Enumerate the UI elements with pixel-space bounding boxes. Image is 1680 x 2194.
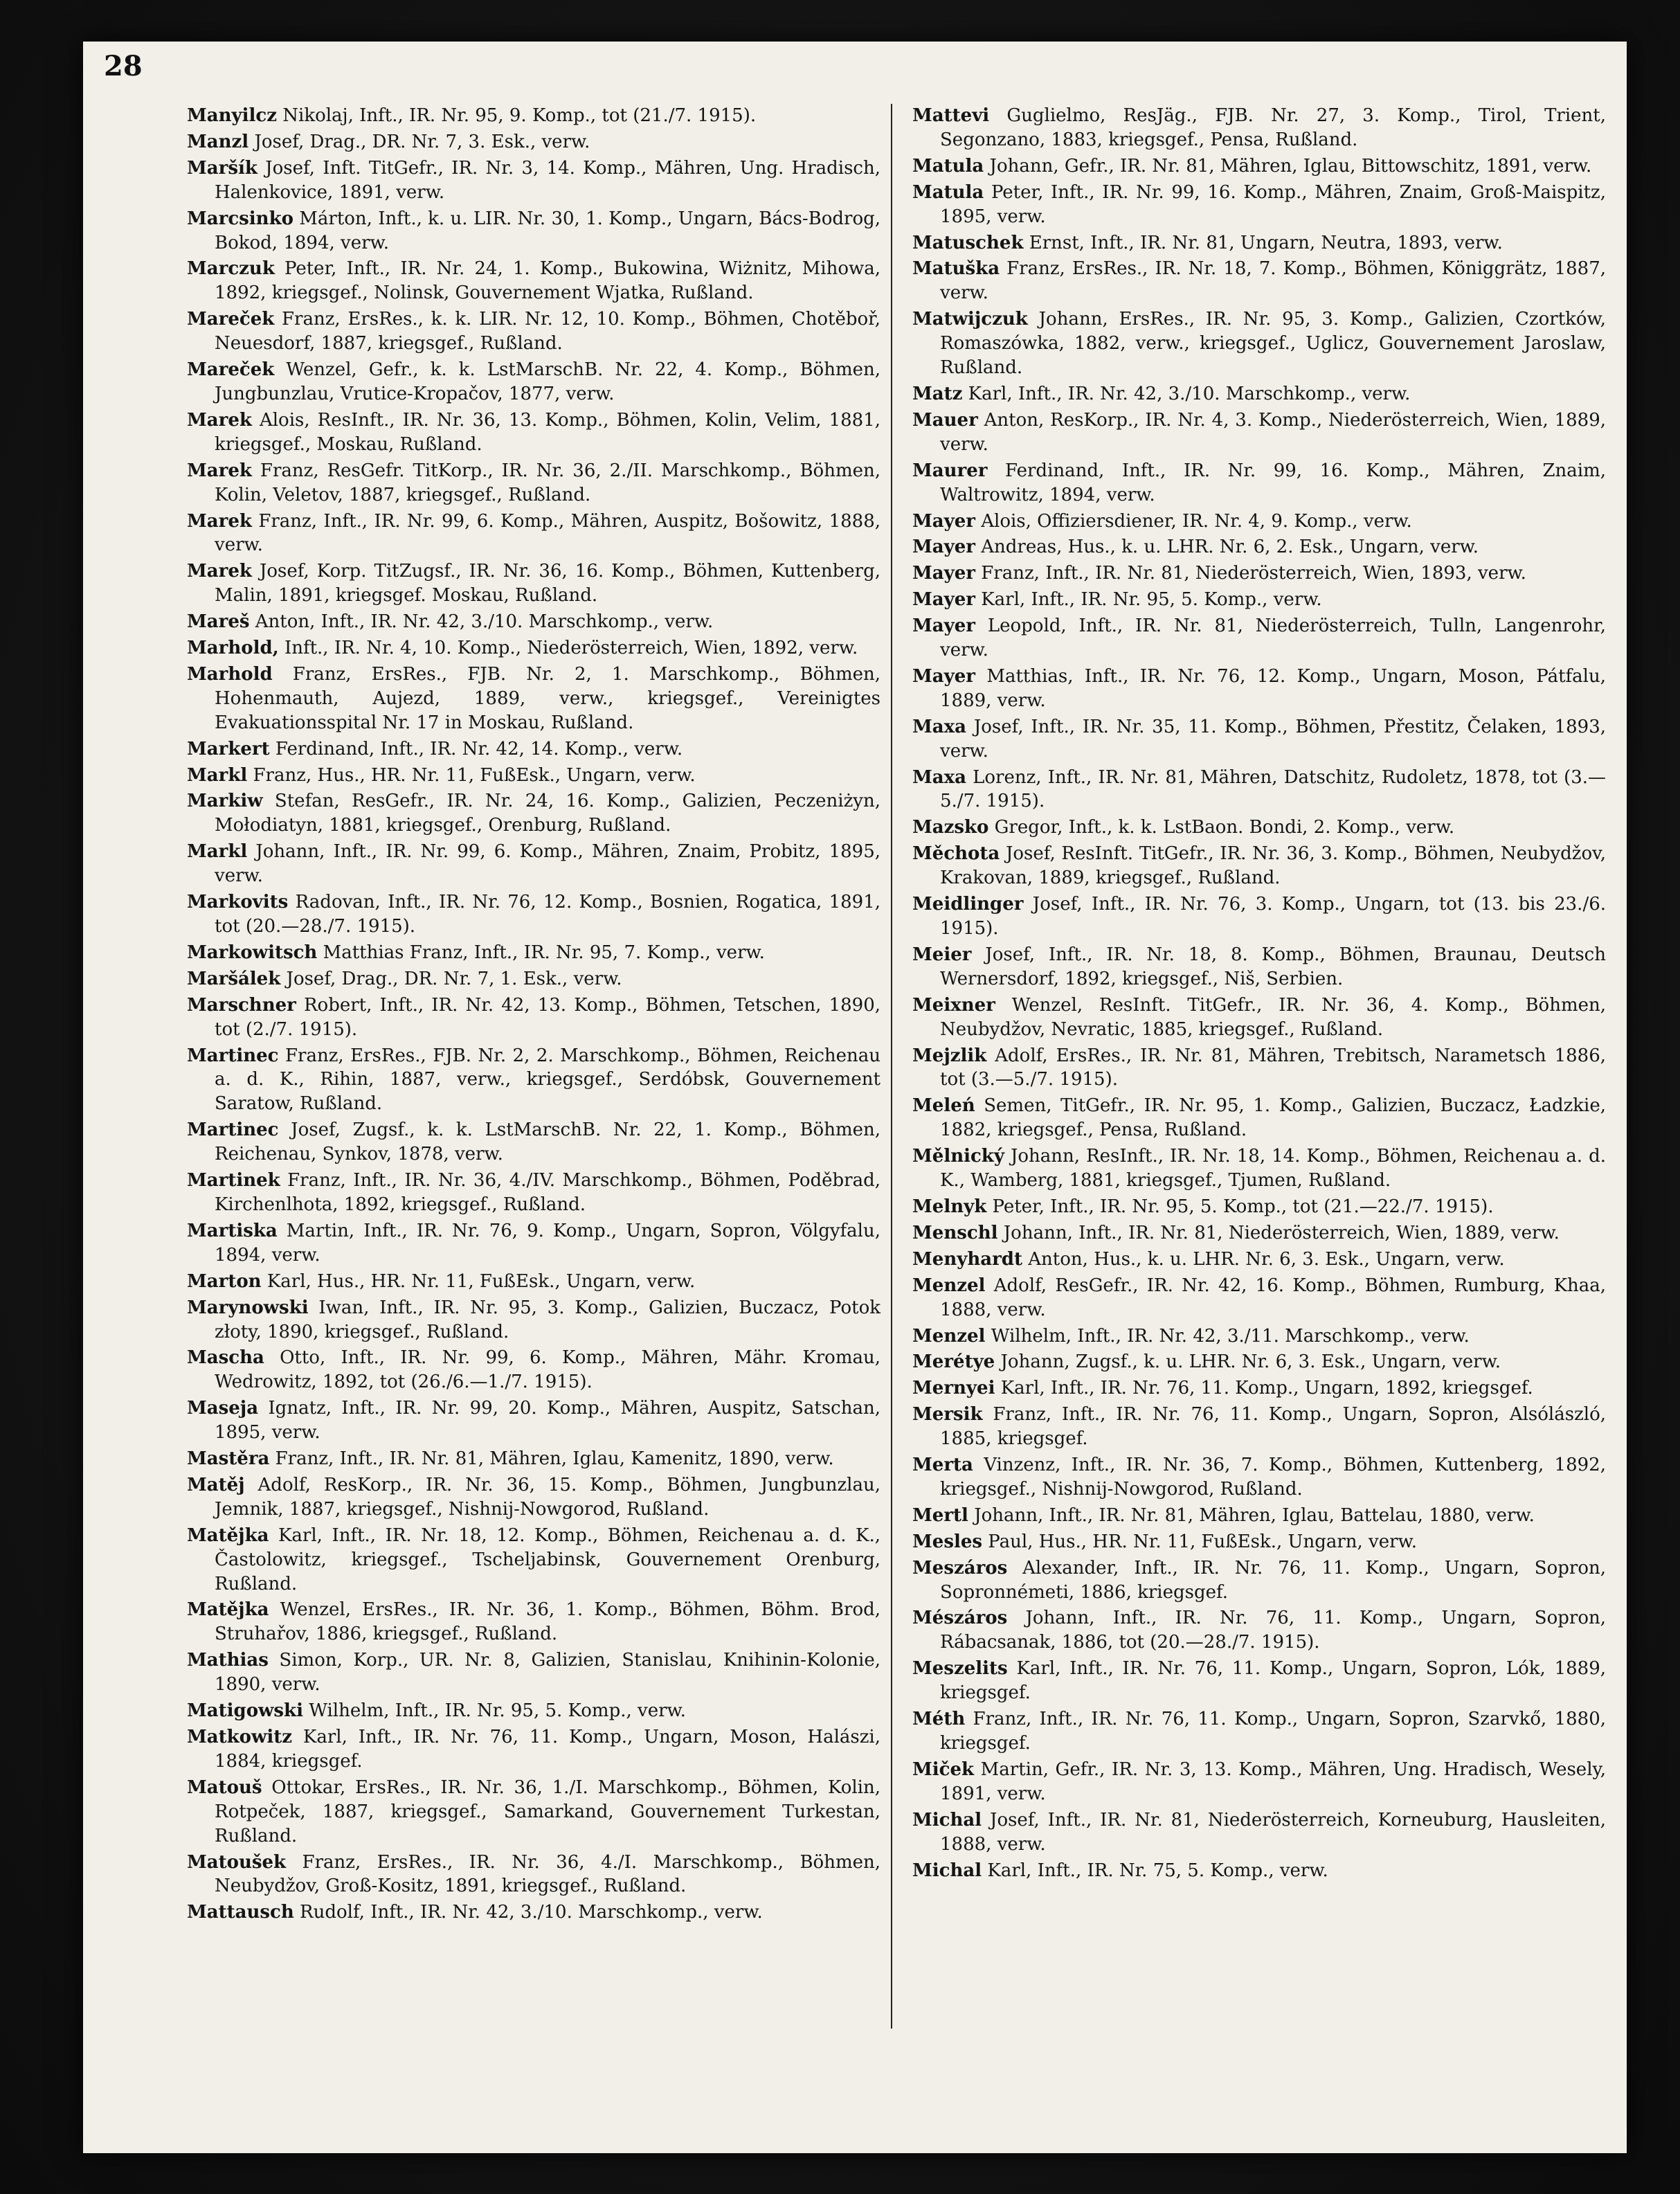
- casualty-entry: [187, 408, 880, 457]
- entry-details: Ferdinand, Inft., IR. Nr. 99, 16. Komp., Mähren, Znaim, Waltrowitz, 1894, verw.: [940, 460, 1606, 505]
- casualty-entry: [912, 1657, 1606, 1705]
- entry-surname: Markl: [187, 841, 248, 863]
- casualty-entry: [912, 104, 1606, 152]
- casualty-entry: [187, 1447, 880, 1471]
- entry-surname: Markert: [187, 738, 270, 759]
- entry-surname: Meidlinger: [912, 894, 1024, 915]
- casualty-entry: [187, 104, 880, 128]
- casualty-entry: [912, 665, 1606, 713]
- entry-details: Wilhelm, Inft., IR. Nr. 42, 3./11. Marschkomp., verw.: [991, 1325, 1470, 1347]
- casualty-entry: [912, 1248, 1606, 1272]
- casualty-entry: [912, 181, 1606, 229]
- entry-surname: Mészáros: [912, 1608, 1008, 1629]
- entry-surname: Melnyk: [912, 1196, 987, 1217]
- entry-surname: Mazsko: [912, 817, 989, 838]
- entry-details: Simon, Korp., UR. Nr. 8, Galizien, Stanislau, Knihinin-Kolonie, 1890, verw.: [215, 1650, 881, 1696]
- entry-details: Radovan, Inft., IR. Nr. 76, 12. Komp., Bosnien, Rogatica, 1891, tot (20.—28./7. 1915).: [215, 892, 881, 937]
- casualty-entry: [912, 1221, 1606, 1246]
- casualty-entry: [187, 510, 880, 558]
- entry-details: Paul, Hus., HR. Nr. 11, FußEsk., Ungarn, verw.: [988, 1531, 1417, 1552]
- casualty-entry: [912, 1606, 1606, 1655]
- entry-surname: Markowitsch: [187, 942, 318, 963]
- entry-surname: Mersik: [912, 1404, 983, 1426]
- entry-surname: Miček: [912, 1759, 975, 1780]
- entry-surname: Martinec: [187, 1120, 279, 1141]
- entry-surname: Marek: [187, 409, 252, 431]
- casualty-entry: [187, 358, 880, 406]
- casualty-entry: [187, 1396, 880, 1445]
- entry-surname: Merétye: [912, 1351, 995, 1373]
- entry-details: Ottokar, ErsRes., IR. Nr. 36, 1./I. Marschkomp., Böhmen, Kolin, Rotpeček, 1887, kriegsgef., Samarkand, Gouvernement Turkestan, Rußland.: [215, 1777, 881, 1846]
- entry-surname: Meier: [912, 944, 972, 965]
- entry-details: Johann, ErsRes., IR. Nr. 95, 3. Komp., Galizien, Czortków, Romaszówka, 1882, verw., kriegsgef., Uglicz, Gouvernement Jaroslaw, Rußland.: [940, 309, 1606, 379]
- casualty-entry: [187, 1699, 880, 1723]
- entry-details: Karl, Inft., IR. Nr. 76, 11. Komp., Ungarn, 1892, kriegsgef.: [1000, 1378, 1533, 1399]
- entry-surname: Marczuk: [187, 258, 275, 280]
- entry-details: Johann, Inft., IR. Nr. 81, Mähren, Iglau, Battelau, 1880, verw.: [974, 1504, 1535, 1526]
- entry-surname: Matoušek: [187, 1851, 287, 1873]
- casualty-entry: [912, 1808, 1606, 1857]
- entry-surname: Mareček: [187, 359, 275, 381]
- casualty-entry: [187, 1900, 880, 1925]
- entry-details: Adolf, ErsRes., IR. Nr. 81, Mähren, Trebitsch, Narametsch 1886, tot (3.—5./7. 1915).: [940, 1045, 1606, 1090]
- casualty-entry: [912, 588, 1606, 612]
- entry-details: Ignatz, Inft., IR. Nr. 99, 20. Komp., Mähren, Auspitz, Satschan, 1895, verw.: [215, 1398, 881, 1444]
- entry-details: Matthias Franz, Inft., IR. Nr. 95, 7. Komp., verw.: [323, 942, 765, 963]
- entry-details: Alexander, Inft., IR. Nr. 76, 11. Komp., Ungarn, Sopron, Sopronnémeti, 1886, kriegsgef.: [940, 1557, 1607, 1603]
- casualty-entry: [187, 1346, 880, 1394]
- entry-details: Josef, ResInft. TitGefr., IR. Nr. 36, 3. Komp., Böhmen, Neubydžov, Krakovan, 1889, kriegsgef., Rußland.: [940, 843, 1607, 889]
- entry-details: Franz, ErsRes., k. k. LIR. Nr. 12, 10. Komp., Böhmen, Chotěboř, Neuesdorf, 1887, kriegsgef., Rußland.: [215, 309, 881, 354]
- casualty-entry: [912, 382, 1606, 406]
- entry-surname: Matula: [912, 155, 984, 177]
- entry-details: Karl, Inft., IR. Nr. 95, 5. Komp., verw.: [981, 589, 1322, 611]
- casualty-entry: [187, 1296, 880, 1345]
- entry-surname: Maxa: [912, 766, 966, 788]
- casualty-entry: [912, 1144, 1606, 1193]
- casualty-entry: [187, 663, 880, 735]
- casualty-entry: [187, 764, 880, 788]
- casualty-entry: [187, 941, 880, 965]
- entry-surname: Mastěra: [187, 1448, 270, 1470]
- entry-details: Franz, ErsRes., IR. Nr. 18, 7. Komp., Böhmen, Königgrätz, 1887, verw.: [940, 258, 1606, 304]
- entry-details: Ernst, Inft., IR. Nr. 81, Ungarn, Neutra, 1893, verw.: [1029, 232, 1503, 253]
- entry-details: Peter, Inft., IR. Nr. 24, 1. Komp., Bukowina, Wiżnitz, Mihowa, 1892, kriegsgef., Nolinsk, Gouvernement Wjatka, Rußland.: [215, 258, 880, 304]
- casualty-entry: [187, 840, 880, 888]
- casualty-entry: [912, 1324, 1606, 1349]
- casualty-entry: [912, 1707, 1606, 1756]
- entry-details: Martin, Gefr., IR. Nr. 3, 13. Komp., Mähren, Ung. Hradisch, Wesely, 1891, verw.: [940, 1759, 1607, 1804]
- entry-surname: Marek: [187, 460, 252, 481]
- entry-details: Wenzel, ErsRes., IR. Nr. 36, 1. Komp., Böhmen, Böhm. Brod, Struhařov, 1886, kriegsgef., Rußland.: [215, 1599, 881, 1645]
- entry-surname: Maršálek: [187, 968, 281, 989]
- entry-surname: Marcsinko: [187, 208, 293, 229]
- entry-surname: Mauer: [912, 409, 978, 431]
- entry-surname: Mejzlik: [912, 1045, 987, 1066]
- entry-surname: Marschner: [187, 994, 296, 1016]
- entry-surname: Maurer: [912, 460, 988, 481]
- casualty-entry: [187, 1169, 880, 1217]
- casualty-entry: [912, 1403, 1606, 1451]
- entry-surname: Matula: [912, 181, 984, 203]
- entry-details: Johann, ResInft., IR. Nr. 18, 14. Komp., Böhmen, Reichenau a. d. K., Wamberg, 1881, kriegsgef., Tjumen, Rußland.: [940, 1146, 1606, 1192]
- entry-surname: Mayer: [912, 537, 975, 558]
- entry-surname: Michal: [912, 1809, 982, 1831]
- entry-surname: Matějka: [187, 1599, 269, 1621]
- entry-surname: Mareš: [187, 611, 250, 633]
- entry-surname: Markovits: [187, 892, 289, 913]
- casualty-entry: [912, 892, 1606, 941]
- entry-details: Lorenz, Inft., IR. Nr. 81, Mähren, Datschitz, Rudoletz, 1878, tot (3.—5./7. 1915).: [940, 766, 1607, 812]
- casualty-entry: [912, 408, 1606, 457]
- entry-surname: Mayer: [912, 589, 975, 611]
- entry-details: Stefan, ResGefr., IR. Nr. 24, 16. Komp., Galizien, Peczeniżyn, Mołodiatyn, 1881, kriegsgef., Orenburg, Rußland.: [215, 791, 880, 836]
- casualty-entry: [912, 1044, 1606, 1092]
- entry-surname: Marhold,: [187, 638, 279, 659]
- entry-details: Johann, Inft., IR. Nr. 81, Niederösterreich, Wien, 1889, verw.: [1003, 1222, 1560, 1243]
- entry-surname: Manzl: [187, 131, 249, 152]
- casualty-entry: [912, 842, 1606, 890]
- entry-surname: Maršík: [187, 157, 258, 179]
- entry-details: Márton, Inft., k. u. LIR. Nr. 30, 1. Komp., Ungarn, Bács-Bodrog, Bokod, 1894, verw.: [215, 208, 881, 253]
- entry-surname: Marek: [187, 561, 252, 582]
- casualty-entry: [187, 610, 880, 634]
- casualty-entry: [912, 1453, 1606, 1502]
- casualty-entry: [912, 1195, 1606, 1219]
- entry-details: Karl, Inft., IR. Nr. 76, 11. Komp., Ungarn, Sopron, Lók, 1889, kriegsgef.: [940, 1658, 1607, 1704]
- entry-surname: Mayer: [912, 615, 975, 637]
- entry-details: Iwan, Inft., IR. Nr. 95, 3. Komp., Galizien, Buczacz, Potok złoty, 1890, kriegsgef., Rußland.: [215, 1297, 880, 1342]
- entry-details: Josef, Drag., DR. Nr. 7, 1. Esk., verw.: [286, 968, 622, 989]
- casualty-entry: [187, 1524, 880, 1597]
- entry-details: Semen, TitGefr., IR. Nr. 95, 1. Komp., Galizien, Buczacz, Ładzkie, 1882, kriegsgef., Pensa, Rußland.: [940, 1095, 1607, 1141]
- entry-surname: Mattevi: [912, 105, 990, 126]
- entry-surname: Matouš: [187, 1777, 262, 1798]
- entry-details: Vinzenz, Inft., IR. Nr. 36, 7. Komp., Böhmen, Kuttenberg, 1892, kriegsgef., Nishnij-Nowgorod, Rußland.: [940, 1455, 1606, 1500]
- casualty-entry: [187, 1598, 880, 1646]
- entry-surname: Měchota: [912, 843, 1000, 865]
- entry-surname: Markl: [187, 764, 248, 786]
- entry-surname: Markiw: [187, 791, 263, 812]
- entry-surname: Menzel: [912, 1275, 986, 1296]
- entry-details: Franz, Inft., IR. Nr. 36, 4./IV. Marschkomp., Böhmen, Poděbrad, Kirchenlhota, 1892, kriegsgef., Rußland.: [215, 1170, 880, 1215]
- entry-details: Nikolaj, Inft., IR. Nr. 95, 9. Komp., tot (21./7. 1915).: [282, 105, 757, 126]
- entry-surname: Meszáros: [912, 1557, 1008, 1579]
- entry-details: Franz, ErsRes., FJB. Nr. 2, 2. Marschkomp., Böhmen, Reichenau a. d. K., Rihin, 1887, verw., kriegsgef., Serdóbsk, Gouvernement Saratow, Rußland.: [215, 1045, 881, 1115]
- casualty-entry: [912, 561, 1606, 586]
- entry-details: Anton, Inft., IR. Nr. 42, 3./10. Marschkomp., verw.: [255, 611, 714, 633]
- entry-surname: Matwijczuk: [912, 309, 1028, 330]
- entry-details: Karl, Inft., IR. Nr. 76, 11. Komp., Ungarn, Moson, Halászi, 1884, kriegsgef.: [215, 1727, 881, 1772]
- entry-details: Alois, ResInft., IR. Nr. 36, 13. Komp., Böhmen, Kolin, Velim, 1881, kriegsgef., Moskau, Rußland.: [215, 409, 881, 455]
- entry-surname: Matuška: [912, 258, 1000, 280]
- entry-surname: Mayer: [912, 665, 975, 687]
- casualty-entry: [187, 1270, 880, 1294]
- casualty-entry: [912, 766, 1606, 814]
- entry-details: Josef, Drag., DR. Nr. 7, 3. Esk., verw.: [254, 131, 590, 152]
- entry-details: Inft., IR. Nr. 4, 10. Komp., Niederösterreich, Wien, 1892, verw.: [284, 638, 858, 659]
- casualty-entry: [187, 967, 880, 991]
- entry-details: Peter, Inft., IR. Nr. 95, 5. Komp., tot (21.—22./7. 1915).: [992, 1196, 1494, 1217]
- entry-details: Franz, ErsRes., FJB. Nr. 2, 1. Marschkomp., Böhmen, Hohenmauth, Aujezd, 1889, verw., kriegsgef., Vereinigtes Evakuationsspital Nr. 17 in Moskau, Rußland.: [215, 663, 880, 733]
- entry-details: Adolf, ResKorp., IR. Nr. 36, 15. Komp., Böhmen, Jungbunzlau, Jemnik, 1887, kriegsgef., Nishnij-Nowgorod, Rußland.: [215, 1474, 881, 1520]
- entry-details: Franz, ErsRes., IR. Nr. 36, 4./I. Marschkomp., Böhmen, Neubydžov, Groß-Kositz, 1891, kriegsgef., Rußland.: [215, 1851, 881, 1897]
- entry-surname: Marek: [187, 510, 252, 532]
- casualty-entry: [187, 636, 880, 660]
- casualty-entry: [187, 459, 880, 507]
- entry-details: Josef, Zugsf., k. k. LstMarschB. Nr. 22, 1. Komp., Böhmen, Reichenau, Synkov, 1878, verw.: [215, 1120, 881, 1165]
- casualty-entry: [187, 1851, 880, 1899]
- entry-surname: Mertl: [912, 1504, 968, 1526]
- casualty-entry: [912, 459, 1606, 507]
- entry-details: Karl, Hus., HR. Nr. 11, FußEsk., Ungarn, verw.: [267, 1270, 696, 1292]
- casualty-entry: [187, 1044, 880, 1117]
- casualty-entry: [912, 614, 1606, 663]
- entry-details: Matthias, Inft., IR. Nr. 76, 12. Komp., Ungarn, Moson, Pátfalu, 1889, verw.: [940, 665, 1606, 711]
- entry-surname: Manyilcz: [187, 105, 277, 126]
- entry-details: Franz, Hus., HR. Nr. 11, FußEsk., Ungarn, verw.: [253, 764, 696, 786]
- casualty-entry: [912, 715, 1606, 764]
- casualty-entry: [187, 1725, 880, 1774]
- entry-details: Peter, Inft., IR. Nr. 99, 16. Komp., Mähren, Znaim, Groß-Maispitz, 1895, verw.: [940, 181, 1607, 227]
- entry-surname: Martiska: [187, 1220, 278, 1241]
- entry-surname: Menzel: [912, 1325, 986, 1347]
- entry-surname: Marynowski: [187, 1297, 309, 1318]
- casualty-entry: [912, 943, 1606, 991]
- entry-details: Anton, Hus., k. u. LHR. Nr. 6, 3. Esk., Ungarn, verw.: [1028, 1248, 1505, 1270]
- entry-surname: Mayer: [912, 563, 975, 584]
- casualty-entry: [912, 1504, 1606, 1528]
- entry-details: Karl, Inft., IR. Nr. 18, 12. Komp., Böhmen, Reichenau a. d. K., Častolowitz, kriegsgef., Tscheljabinsk, Gouvernement Orenburg, Rußland.: [215, 1525, 880, 1594]
- entry-details: Leopold, Inft., IR. Nr. 81, Niederösterreich, Tulln, Langenrohr, verw.: [940, 615, 1606, 661]
- casualty-entry: [187, 789, 880, 838]
- entry-surname: Matějka: [187, 1525, 269, 1546]
- entry-details: Wenzel, ResInft. TitGefr., IR. Nr. 36, 4. Komp., Böhmen, Neubydžov, Nevratic, 1885, kriegsgef., Rußland.: [940, 994, 1607, 1040]
- entry-surname: Matigowski: [187, 1700, 303, 1722]
- entry-surname: Martinec: [187, 1045, 279, 1066]
- entry-details: Josef, Inft., IR. Nr. 35, 11. Komp., Böhmen, Přestitz, Čelaken, 1893, verw.: [940, 716, 1607, 762]
- entry-details: Rudolf, Inft., IR. Nr. 42, 3./10. Marschkomp., verw.: [300, 1902, 763, 1923]
- entry-surname: Marton: [187, 1270, 262, 1292]
- entry-details: Franz, Inft., IR. Nr. 99, 6. Komp., Mähren, Auspitz, Bošowitz, 1888, verw.: [215, 510, 881, 556]
- entry-surname: Meleń: [912, 1095, 975, 1117]
- casualty-entry: [187, 156, 880, 205]
- casualty-entry: [187, 993, 880, 1042]
- casualty-entry: [187, 737, 880, 762]
- entry-details: Robert, Inft., IR. Nr. 42, 13. Komp., Böhmen, Tetschen, 1890, tot (2./7. 1915).: [215, 994, 880, 1040]
- entry-surname: Menyhardt: [912, 1248, 1022, 1270]
- casualty-entry: [187, 207, 880, 255]
- entry-details: Adolf, ResGefr., IR. Nr. 42, 16. Komp., Böhmen, Rumburg, Khaa, 1888, verw.: [940, 1275, 1606, 1320]
- entry-details: Anton, ResKorp., IR. Nr. 4, 3. Komp., Niederösterreich, Wien, 1889, verw.: [940, 409, 1607, 455]
- entry-details: Ferdinand, Inft., IR. Nr. 42, 14. Komp., verw.: [275, 738, 683, 759]
- casualty-entry: [912, 1274, 1606, 1322]
- casualty-entry: [912, 257, 1606, 305]
- right-column: [912, 104, 1606, 1885]
- entry-details: Franz, Inft., IR. Nr. 76, 11. Komp., Ungarn, Sopron, Szarvkő, 1880, kriegsgef.: [940, 1709, 1607, 1754]
- entry-details: Otto, Inft., IR. Nr. 99, 6. Komp., Mähren, Mähr. Kromau, Wedrowitz, 1892, tot (26./6.—1./7. 1915).: [215, 1347, 880, 1393]
- entry-surname: Mělnický: [912, 1146, 1004, 1167]
- casualty-entry: [187, 130, 880, 154]
- entry-details: Alois, Offiziersdiener, IR. Nr. 4, 9. Komp., verw.: [981, 510, 1412, 532]
- entry-surname: Menschl: [912, 1222, 998, 1243]
- entry-details: Josef, Inft., IR. Nr. 76, 3. Komp., Ungarn, tot (13. bis 23./6. 1915).: [940, 894, 1607, 939]
- casualty-entry: [187, 307, 880, 356]
- entry-surname: Mernyei: [912, 1378, 995, 1399]
- casualty-entry: [912, 993, 1606, 1042]
- casualty-entry: [912, 231, 1606, 255]
- entry-details: Johann, Inft., IR. Nr. 99, 6. Komp., Mähren, Znaim, Probitz, 1895, verw.: [215, 841, 880, 887]
- entry-details: Gregor, Inft., k. k. LstBaon. Bondi, 2. Komp., verw.: [994, 817, 1455, 838]
- page-number: 28: [104, 50, 143, 82]
- entry-surname: Merta: [912, 1455, 973, 1476]
- entry-surname: Mareček: [187, 309, 275, 330]
- casualty-entry: [912, 1350, 1606, 1374]
- entry-surname: Mattausch: [187, 1902, 294, 1923]
- casualty-entry: [912, 816, 1606, 840]
- entry-details: Johann, Zugsf., k. u. LHR. Nr. 6, 3. Esk., Ungarn, verw.: [1000, 1351, 1501, 1373]
- entry-details: Franz, ResGefr. TitKorp., IR. Nr. 36, 2./II. Marschkomp., Böhmen, Kolin, Veletov, 1887, kriegsgef., Rußland.: [215, 460, 881, 505]
- casualty-entry: [187, 1776, 880, 1849]
- casualty-entry: [187, 1648, 880, 1697]
- casualty-entry: [187, 1118, 880, 1167]
- entry-surname: Marhold: [187, 663, 273, 685]
- entry-surname: Mascha: [187, 1347, 264, 1369]
- entry-details: Johann, Gefr., IR. Nr. 81, Mähren, Iglau, Bittowschitz, 1891, verw.: [989, 155, 1592, 177]
- casualty-entry: [187, 890, 880, 939]
- entry-details: Andreas, Hus., k. u. LHR. Nr. 6, 2. Esk., Ungarn, verw.: [981, 537, 1479, 558]
- entry-surname: Matz: [912, 383, 963, 404]
- column-divider: [891, 104, 892, 2029]
- casualty-entry: [912, 1859, 1606, 1883]
- entry-details: Josef, Inft., IR. Nr. 81, Niederösterreich, Korneuburg, Hausleiten, 1888, verw.: [940, 1809, 1606, 1855]
- entry-surname: Meixner: [912, 994, 995, 1016]
- entry-surname: Maxa: [912, 716, 966, 737]
- entry-details: Josef, Korp. TitZugsf., IR. Nr. 36, 16. Komp., Böhmen, Kuttenberg, Malin, 1891, kriegsgef. Moskau, Rußland.: [215, 561, 880, 606]
- entry-surname: Martinek: [187, 1170, 280, 1192]
- casualty-entry: [912, 1556, 1606, 1605]
- casualty-entry: [187, 1219, 880, 1268]
- entry-surname: Matěj: [187, 1474, 245, 1495]
- entry-details: Josef, Inft. TitGefr., IR. Nr. 3, 14. Komp., Mähren, Ung. Hradisch, Halenkovice, 1891, verw.: [215, 157, 881, 203]
- entry-details: Johann, Inft., IR. Nr. 76, 11. Komp., Ungarn, Sopron, Rábacsanak, 1886, tot (20.—28./7. 1915).: [940, 1608, 1607, 1653]
- entry-surname: Mesles: [912, 1531, 983, 1552]
- entry-details: Franz, Inft., IR. Nr. 76, 11. Komp., Ungarn, Sopron, Alsólászló, 1885, kriegsgef.: [940, 1404, 1606, 1450]
- casualty-entry: [187, 257, 880, 305]
- entry-details: Karl, Inft., IR. Nr. 75, 5. Komp., verw.: [987, 1860, 1328, 1881]
- entry-surname: Michal: [912, 1860, 982, 1881]
- entry-details: Wenzel, Gefr., k. k. LstMarschB. Nr. 22, 4. Komp., Böhmen, Jungbunzlau, Vrutice-Kropačov, 1877, verw.: [215, 359, 880, 404]
- casualty-entry: [912, 535, 1606, 559]
- entry-details: Karl, Inft., IR. Nr. 42, 3./10. Marschkomp., verw.: [968, 383, 1411, 404]
- casualty-entry: [912, 1758, 1606, 1806]
- casualty-entry: [912, 510, 1606, 534]
- entry-details: Martin, Inft., IR. Nr. 76, 9. Komp., Ungarn, Sopron, Völgyfalu, 1894, verw.: [215, 1220, 881, 1266]
- entry-details: Guglielmo, ResJäg., FJB. Nr. 27, 3. Komp., Tirol, Trient, Segonzano, 1883, kriegsgef., Pensa, Rußland.: [940, 105, 1607, 150]
- casualty-entry: [912, 154, 1606, 179]
- entry-details: Wilhelm, Inft., IR. Nr. 95, 5. Komp., verw.: [309, 1700, 686, 1722]
- entry-surname: Mathias: [187, 1650, 269, 1671]
- entry-details: Josef, Inft., IR. Nr. 18, 8. Komp., Böhmen, Braunau, Deutsch Wernersdorf, 1892, kriegsgef., Niš, Serbien.: [940, 944, 1606, 989]
- entry-surname: Matkowitz: [187, 1727, 293, 1747]
- casualty-entry: [912, 1376, 1606, 1401]
- casualty-entry: [912, 1094, 1606, 1142]
- entry-details: Franz, Inft., IR. Nr. 81, Mähren, Iglau, Kamenitz, 1890, verw.: [275, 1448, 834, 1470]
- casualty-entry: [187, 1473, 880, 1522]
- casualty-entry: [187, 559, 880, 608]
- entry-details: Franz, Inft., IR. Nr. 81, Niederösterreich, Wien, 1893, verw.: [981, 563, 1526, 584]
- left-column: [187, 104, 880, 1927]
- casualty-entry: [912, 1530, 1606, 1554]
- entry-surname: Maseja: [187, 1398, 259, 1419]
- entry-surname: Mayer: [912, 510, 975, 532]
- entry-surname: Meszelits: [912, 1658, 1008, 1680]
- entry-surname: Méth: [912, 1709, 966, 1730]
- entry-surname: Matuschek: [912, 232, 1024, 253]
- casualty-entry: [912, 307, 1606, 380]
